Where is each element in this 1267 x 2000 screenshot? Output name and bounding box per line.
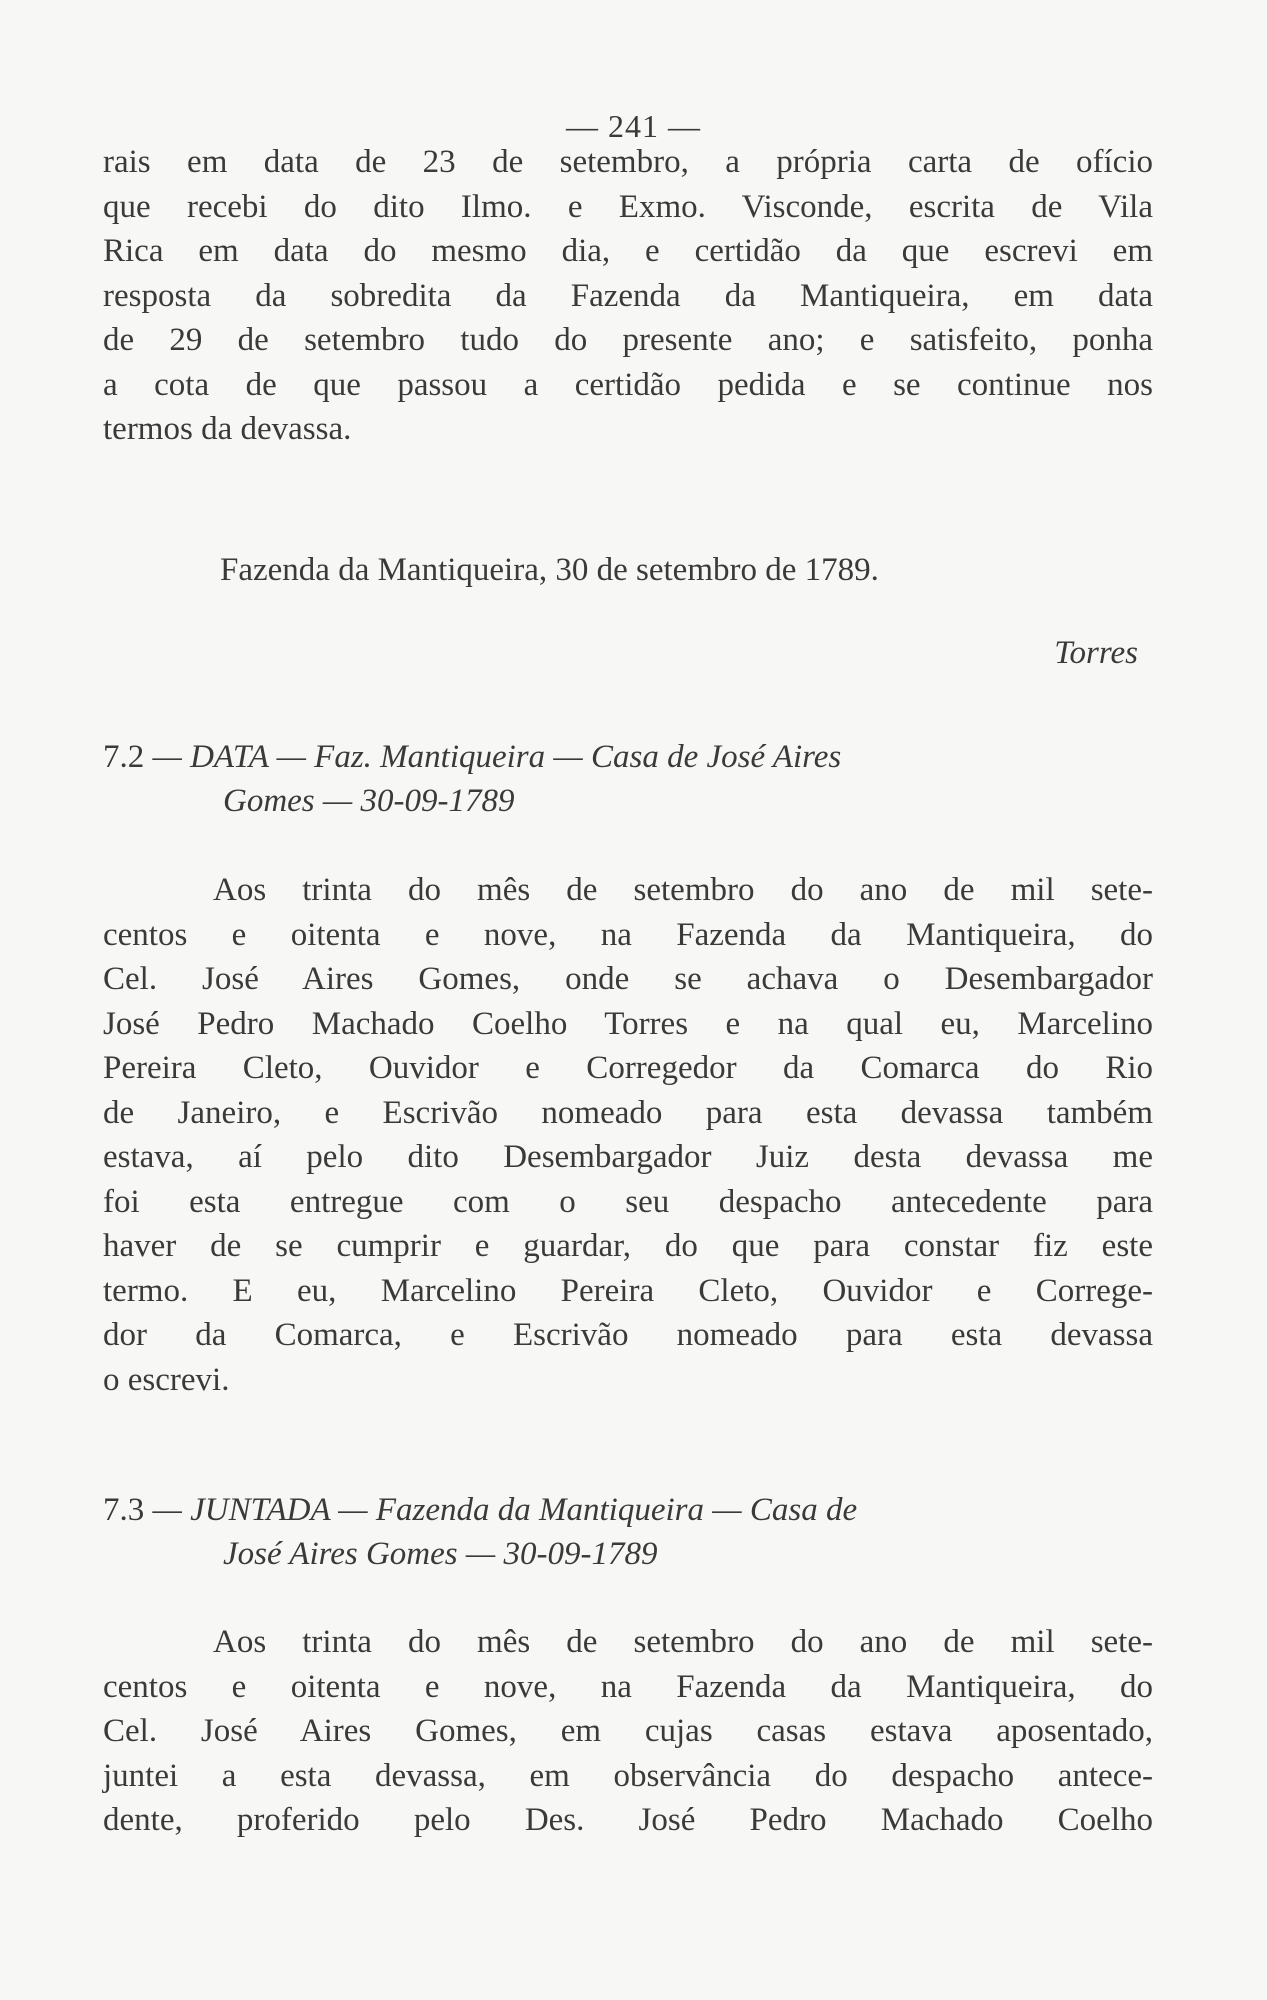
text-line: de 29 de setembro tudo do presente ano; e satisfeito, ponha [103,322,1153,358]
text-line: estava, aí pelo dito Desembargador Juiz desta devassa me [103,1139,1153,1175]
text-line: Aos trinta do mês de setembro do ano de mil sete- [213,1624,1153,1660]
text-line: José Pedro Machado Coelho Torres e na qual eu, Marcelino [103,1005,1153,1042]
text-line: termo. E eu, Marcelino Pereira Cleto, Ouvidor e Correge- [103,1272,1153,1309]
text-line: Pereira Cleto, Ouvidor e Corregedor da Comarca do Rio [103,1050,1153,1086]
text-line: rais em data de 23 de setembro, a própria carta de ofício [103,144,1153,180]
text-line: que recebi do dito Ilmo. e Exmo. Visconde, escrita de Vila [103,188,1153,225]
heading-line: Gomes — 30-09-1789 [223,783,515,819]
signature: Torres [1054,635,1138,671]
text-line: Rica em data do mesmo dia, e certidão da que escrevi em [103,233,1153,269]
heading-line [103,1488,1153,1532]
text-line: Cel. José Aires Gomes, onde se achava o Desembargador [103,961,1153,997]
place-date-block [103,552,1153,589]
section-heading-7-3 [103,1488,1153,1576]
text-line: centos e oitenta e nove, na Fazenda da Mantiqueira, do [103,1668,1153,1705]
text-line: o escrevi. [103,1361,230,1398]
section-number: 7.2 [103,739,145,775]
heading-line: José Aires Gomes — 30-09-1789 [223,1536,658,1572]
section-body-7-3 [103,1620,1153,1843]
heading-title: — DATA — Faz. Mantiqueira — Casa de José Aires [144,739,842,775]
text-line: juntei a esta devassa, em observância do despacho antece- [103,1757,1153,1794]
text-line: centos e oitenta e nove, na Fazenda da Mantiqueira, do [103,916,1153,953]
signature-block [103,635,1153,672]
text-line: foi esta entregue com o seu despacho antecedente para [103,1183,1153,1220]
text-line: Aos trinta do mês de setembro do ano de mil sete- [213,872,1153,908]
text-line: resposta da sobredita da Fazenda da Mantiqueira, em data [103,277,1153,314]
text-line: termos da devassa. [103,411,352,447]
text-line: dente, proferido pelo Des. José Pedro Machado Coelho [103,1802,1153,1838]
text-line: Cel. José Aires Gomes, em cujas casas estava aposentado, [103,1713,1153,1749]
text-line: haver de se cumprir e guardar, do que para constar fiz este [103,1228,1153,1264]
text-line: dor da Comarca, e Escrivão nomeado para esta devassa [103,1317,1153,1353]
page-number: — 241 — [566,108,701,144]
section-heading-7-2 [103,735,1153,823]
heading-title: — JUNTADA — Fazenda da Mantiqueira — Casa de [144,1492,858,1528]
section-number: 7.3 [103,1492,145,1528]
text-line: a cota de que passou a certidão pedida e se continue nos [103,366,1153,403]
heading-line [103,735,1153,779]
text-line: de Janeiro, e Escrivão nomeado para esta devassa também [103,1094,1153,1131]
section-body-7-2 [103,868,1153,1402]
continuation-paragraph [103,140,1153,452]
place-date: Fazenda da Mantiqueira, 30 de setembro de 1789. [220,552,879,588]
